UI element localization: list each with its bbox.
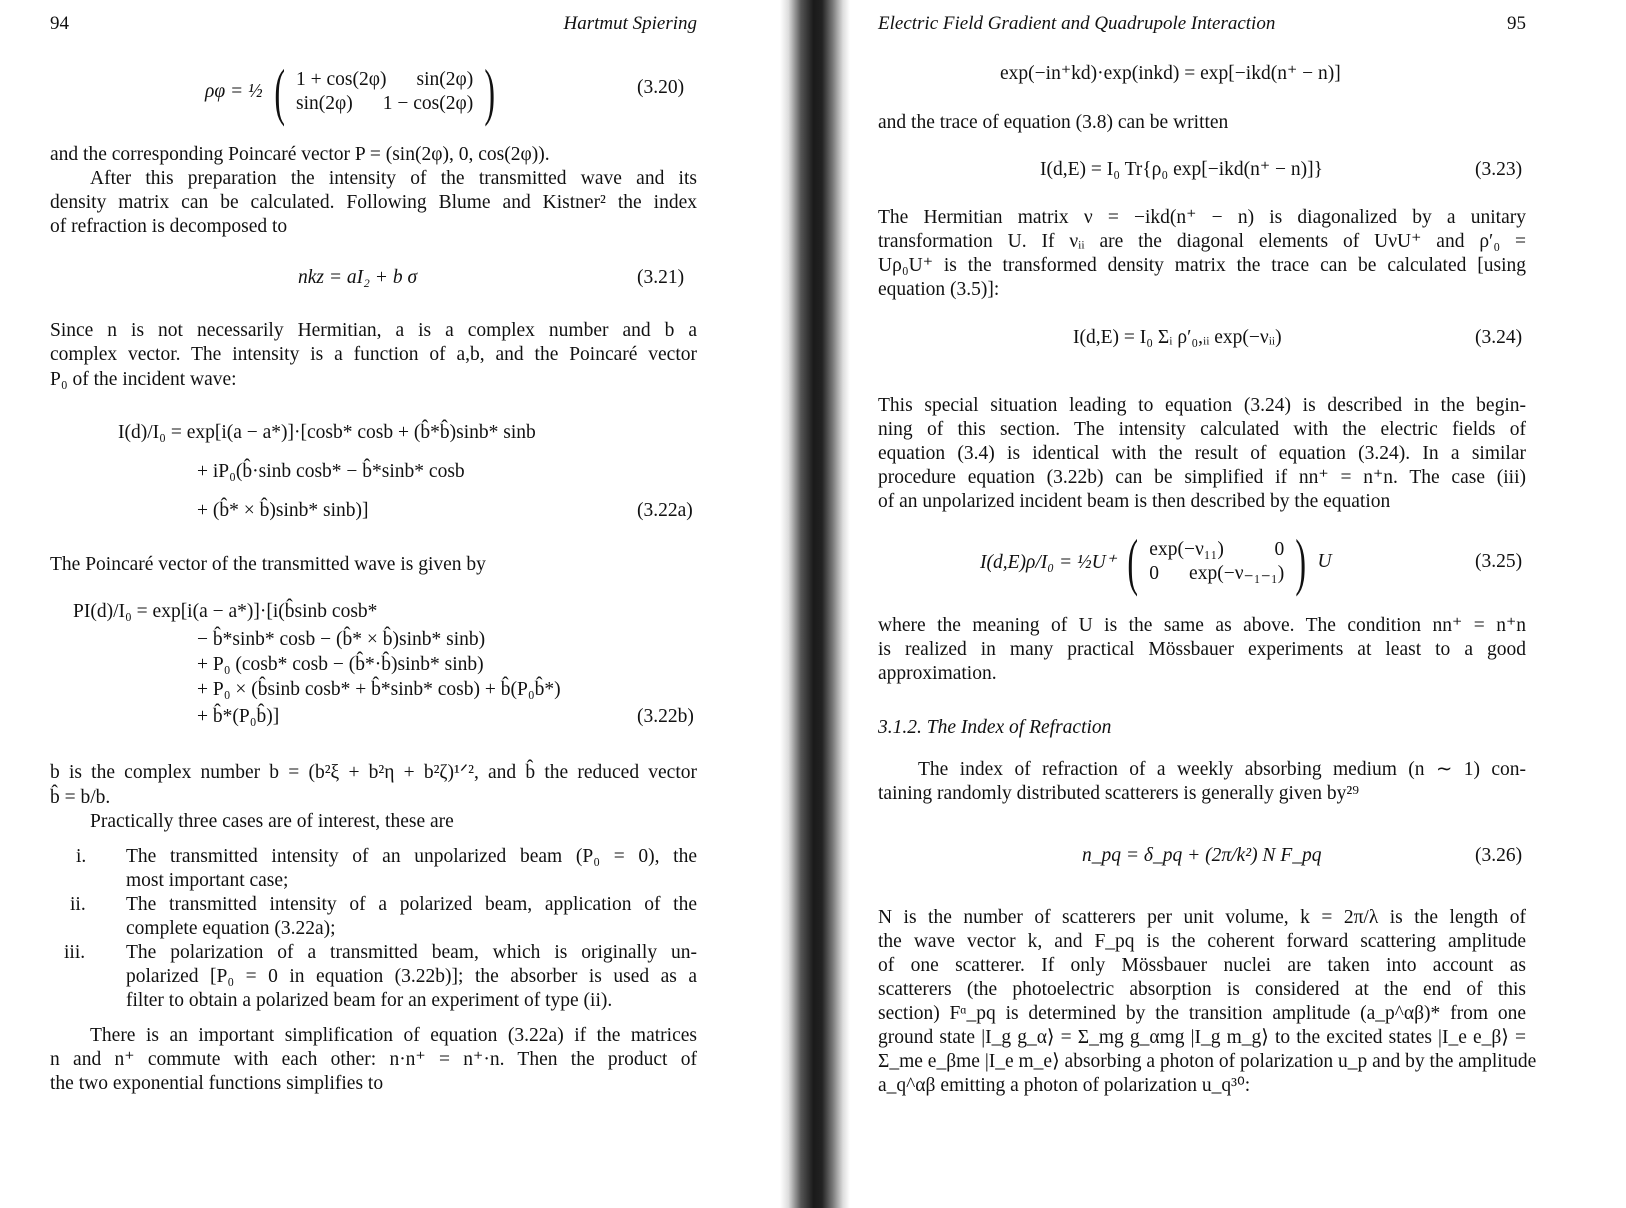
text-line: is realized in many practical Mössbauer experiments at least to a good [878, 639, 1526, 660]
left-page [0, 0, 790, 1208]
right-page [835, 0, 1626, 1208]
text-line: and the corresponding Poincaré vector P = (sin(2φ), 0, cos(2φ)). [50, 144, 550, 165]
list-item: filter to obtain a polarized beam for an experiment of type (ii). [126, 990, 613, 1011]
equation-lhs: I(d,E)ρ/I₀ = ½U⁺ [980, 552, 1116, 573]
running-head: Electric Field Gradient and Quadrupole Interaction [878, 13, 1276, 34]
list-item: complete equation (3.22a); [126, 918, 336, 939]
equation-number: (3.22b) [637, 706, 694, 727]
list-marker: ii. [70, 894, 86, 915]
page-number: 94 [50, 13, 69, 34]
list-item: The transmitted intensity of an unpolarized beam (P₀ = 0), the [126, 846, 697, 867]
text-line: n and n⁺ commute with each other: n·n⁺ = n⁺·n. Then the product of [50, 1049, 697, 1070]
equation-line: + P₀ (cosb* cosb − (b̂*·b̂)sinb* sinb) [197, 654, 484, 675]
matrix-cell: 1 − cos(2φ) [382, 93, 474, 114]
matrix-cell: sin(2φ) [296, 93, 353, 114]
list-marker: iii. [64, 942, 86, 963]
equation-rhs: U [1317, 551, 1332, 572]
text-line: scatterers (the photoelectric absorption is considered at the end of this [878, 979, 1526, 1000]
text-line: P₀ of the incident wave: [50, 369, 237, 390]
text-line: Practically three cases are of interest, these are [90, 811, 454, 832]
text-line: After this preparation the intensity of the transmitted wave and its [90, 168, 697, 189]
text-line: density matrix can be calculated. Following Blume and Kistner² the index [50, 192, 697, 213]
text-line: ning of this section. The intensity calculated with the electric fields of [878, 419, 1526, 440]
text-line: procedure equation (3.22b) can be simplified if nn⁺ = n⁺n. The case (iii) [878, 467, 1526, 488]
matrix-cell: exp(−ν₁₁) [1149, 539, 1224, 560]
equation-3-26: n_pq = δ_pq + (2π/k²) N F_pq [1082, 845, 1322, 866]
text-line: equation (3.5)]: [878, 279, 1000, 300]
text-line: There is an important simplification of equation (3.22a) if the matrices [90, 1025, 697, 1046]
equation-number: (3.25) [1475, 551, 1523, 572]
matrix-cell: sin(2φ) [416, 69, 474, 90]
equation-line: + P₀ × (b̂sinb cosb* + b̂*sinb* cosb) + b̂(P₀b̂*) [197, 679, 561, 700]
section-heading: 3.1.2. The Index of Refraction [878, 717, 1112, 738]
text-line: transformation U. If νᵢᵢ are the diagonal elements of UνU⁺ and ρ′₀ = [878, 231, 1526, 252]
matrix-cell: 1 + cos(2φ) [296, 69, 387, 90]
equation-line: + b̂*(P₀b̂)] [197, 706, 280, 727]
text-line: Σ_me e_βme |I_e m_e⟩ absorbing a photon of polarization u_p and by the amplitude [878, 1051, 1537, 1072]
matrix-cell: 0 [1149, 563, 1160, 584]
right-paren: ) [1295, 526, 1307, 597]
text-line: where the meaning of U is the same as above. The condition nn⁺ = n⁺n [878, 615, 1526, 636]
text-line: the wave vector k, and F_pq is the coherent forward scattering amplitude [878, 931, 1526, 952]
equation-line: − b̂*sinb* cosb − (b̂* × b̂)sinb* sinb) [197, 629, 486, 650]
text-line: This special situation leading to equation (3.24) is described in the begin- [878, 395, 1526, 416]
text-line: of one scatterer. If only Mössbauer nuclei are taken into account as [878, 955, 1526, 976]
text-line: The index of refraction of a weekly absorbing medium (n ∼ 1) con- [918, 759, 1526, 780]
text-line: and the trace of equation (3.8) can be written [878, 112, 1229, 133]
equation-line: + (b̂* × b̂)sinb* sinb)] [197, 500, 369, 521]
equation-3-20 [205, 56, 501, 127]
equation-lhs: ρφ = ½ [205, 81, 263, 102]
text-line: b is the complex number b = (b²ξ + b²η + b²ζ)¹ᐟ², and b̂ the reduced vector [50, 762, 697, 783]
text-line: approximation. [878, 663, 997, 684]
equation-number: (3.20) [637, 77, 685, 98]
list-item: polarized [P₀ = 0 in equation (3.22b)]; the absorber is used as a [126, 966, 697, 987]
equation: exp(−in⁺kd)·exp(inkd) = exp[−ikd(n⁺ − n)] [1000, 63, 1341, 84]
text-line: ground state |I_g g_α⟩ = Σ_mg g_αmg |I_g m_g⟩ to the excited states |I_e e_β⟩ = [878, 1027, 1526, 1048]
list-item: The transmitted intensity of a polarized beam, application of the [126, 894, 697, 915]
equation-3-22b: PI(d)/I₀ = exp[i(a − a*)]·[i(b̂sinb cosb* [73, 601, 378, 622]
list-item: most important case; [126, 870, 289, 891]
matrix-cell: exp(−ν₋₁₋₁) [1189, 563, 1285, 584]
equation-3-24: I(d,E) = I₀ Σᵢ ρ′₀,ᵢᵢ exp(−νᵢᵢ) [1073, 327, 1282, 348]
left-paren: ( [1127, 526, 1138, 597]
text-line: b̂ = b/b. [50, 787, 111, 808]
text-line: Uρ₀U⁺ is the transformed density matrix the trace can be calculated [using [878, 255, 1526, 276]
text-line: taining randomly distributed scatterers is generally given by²⁹ [878, 783, 1360, 804]
text-line: a_q^αβ emitting a photon of polarization u_q³⁰: [878, 1075, 1251, 1096]
page-number: 95 [1507, 13, 1526, 34]
equation-3-21: nkz = aI₂ + b σ [298, 267, 418, 288]
text-line: section) Fᵅ_pq is determined by the transition amplitude (a_p^αβ)* from one [878, 1003, 1526, 1024]
text-line: N is the number of scatterers per unit volume, k = 2π/λ is the length of [878, 907, 1526, 928]
text-line: the two exponential functions simplifies to [50, 1073, 384, 1094]
equation-3-25 [980, 526, 1332, 597]
equation-3-23: I(d,E) = I₀ Tr{ρ₀ exp[−ikd(n⁺ − n)]} [1040, 159, 1324, 180]
equation-number: (3.26) [1475, 845, 1523, 866]
list-marker: i. [76, 846, 87, 867]
text-line: Since n is not necessarily Hermitian, a is a complex number and b a [50, 320, 697, 341]
matrix-cell: 0 [1274, 539, 1285, 560]
left-paren: ( [274, 56, 285, 127]
equation-number: (3.22a) [637, 500, 693, 521]
running-head: Hartmut Spiering [563, 13, 697, 34]
equation-number: (3.23) [1475, 159, 1523, 180]
text-line: The Hermitian matrix ν = −ikd(n⁺ − n) is diagonalized by a unitary [878, 207, 1526, 228]
text-line: of an unpolarized incident beam is then described by the equation [878, 491, 1391, 512]
text-line: complex vector. The intensity is a function of a,b, and the Poincaré vector [50, 344, 697, 365]
equation-3-22a: I(d)/I₀ = exp[i(a − a*)]·[cosb* cosb + (b̂*b̂)sinb* sinb [118, 422, 536, 443]
right-paren: ) [484, 56, 496, 127]
list-item: The polarization of a transmitted beam, which is originally un- [126, 942, 697, 963]
equation-number: (3.21) [637, 267, 685, 288]
text-line: The Poincaré vector of the transmitted wave is given by [50, 554, 486, 575]
equation-line: + iP₀(b̂·sinb cosb* − b̂*sinb* cosb [197, 461, 465, 482]
text-line: equation (3.4) is identical with the result of equation (3.24). In a similar [878, 443, 1526, 464]
text-line: of refraction is decomposed to [50, 216, 288, 237]
equation-number: (3.24) [1475, 327, 1523, 348]
